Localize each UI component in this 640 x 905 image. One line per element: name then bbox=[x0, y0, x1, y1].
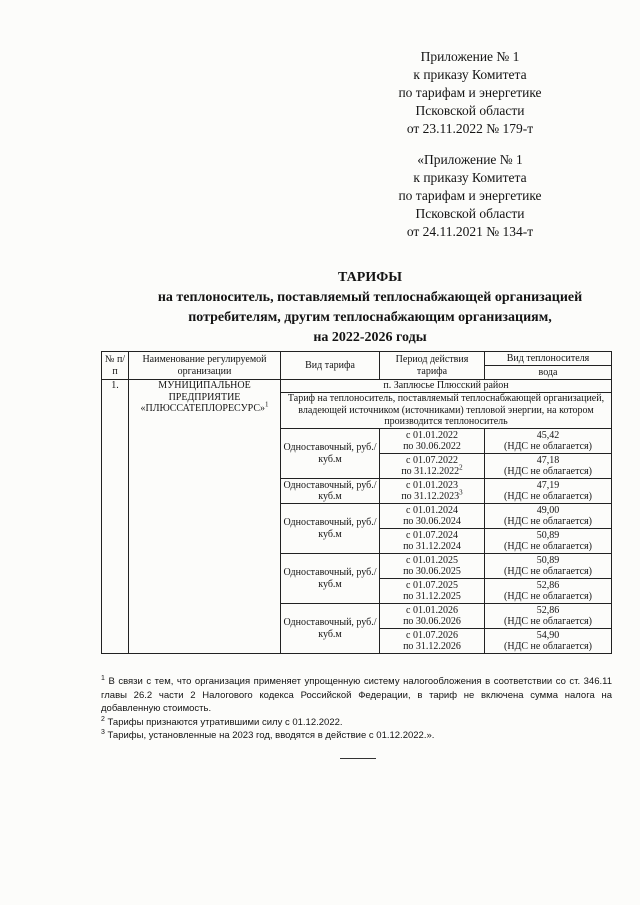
appendix-line: к приказу Комитета bbox=[413, 67, 527, 82]
tariff-value: 47,19 bbox=[536, 479, 560, 491]
title-line: на 2022-2026 годы bbox=[313, 330, 427, 345]
tariff-table bbox=[101, 351, 612, 654]
period-to-date: по 30.06.2026 bbox=[403, 616, 461, 627]
tariff-value: 54,90 bbox=[536, 629, 560, 641]
period-footnote-mark: 2 bbox=[459, 463, 463, 472]
period-cell bbox=[380, 479, 485, 504]
period-to bbox=[382, 488, 482, 503]
footnote-mark: 3 bbox=[101, 728, 105, 736]
vat-note: (НДС не облагается) bbox=[504, 516, 592, 527]
period-cell bbox=[380, 579, 485, 604]
period-from: с 01.07.2022 bbox=[406, 454, 458, 466]
appendix-line: к приказу Комитета bbox=[413, 170, 527, 185]
appendix-line: Псковской области bbox=[415, 103, 525, 118]
period-to-date: по 31.12.2026 bbox=[403, 641, 461, 652]
appendix-line: по тарифам и энергетике bbox=[398, 188, 542, 203]
appendix-previous bbox=[370, 151, 570, 241]
tariff-value-cell bbox=[485, 454, 612, 479]
tariff-value-cell bbox=[485, 429, 612, 454]
tariff-value-cell bbox=[485, 579, 612, 604]
tariff-description: Тариф на теплоноситель, поставляемый теплоснабжающей организацией, владеющей источником (источниками) тепловой энергии, на котором производится теплоноситель bbox=[281, 393, 612, 429]
period-to-date: по 31.12.2025 bbox=[403, 591, 461, 602]
period-cell bbox=[380, 554, 485, 579]
vat-note: (НДС не облагается) bbox=[504, 441, 592, 452]
period-cell bbox=[380, 429, 485, 454]
appendix-line: Приложение № 1 bbox=[420, 49, 520, 64]
period-to bbox=[382, 463, 482, 478]
period-to bbox=[382, 591, 482, 603]
vat-note: (НДС не облагается) bbox=[504, 566, 592, 577]
tariff-value: 50,89 bbox=[536, 529, 560, 541]
period-to-date: по 31.12.2022 bbox=[401, 466, 460, 477]
period-from: с 01.01.2024 bbox=[406, 504, 458, 516]
period-to bbox=[382, 616, 482, 628]
title-line: на теплоноситель, поставляемый теплоснабжающей организацией bbox=[157, 290, 583, 305]
period-to-date: по 31.12.2023 bbox=[401, 491, 460, 502]
period-from: с 01.01.2022 bbox=[406, 429, 458, 441]
header-carrier-type: Вид теплоносителя bbox=[485, 352, 612, 366]
location-cell: п. Заплюсье Плюсский район bbox=[281, 380, 612, 393]
tariff-value-cell bbox=[485, 629, 612, 654]
period-from: с 01.07.2026 bbox=[406, 629, 458, 641]
organization-cell bbox=[129, 380, 281, 654]
footnote-text: Тарифы, установленные на 2023 год, вводятся в действие с 01.12.2022.». bbox=[107, 730, 435, 741]
appendix-current bbox=[370, 48, 570, 138]
vat-note: (НДС не облагается) bbox=[504, 641, 592, 652]
tariff-type-cell: Одноставочный, руб./куб.м bbox=[281, 504, 380, 554]
footnote-mark: 1 bbox=[101, 674, 105, 682]
header-carrier-water: вода bbox=[485, 366, 612, 380]
period-from: с 01.07.2024 bbox=[406, 529, 458, 541]
appendix-line: «Приложение № 1 bbox=[417, 152, 523, 167]
period-cell bbox=[380, 504, 485, 529]
period-cell bbox=[380, 604, 485, 629]
period-footnote-mark: 3 bbox=[459, 488, 463, 497]
period-to bbox=[382, 566, 482, 578]
period-to bbox=[382, 516, 482, 528]
tariff-value-cell bbox=[485, 604, 612, 629]
title-line: потребителям, другим теплоснабжающим организациям, bbox=[188, 310, 552, 325]
appendix-line: Псковской области bbox=[415, 206, 525, 221]
closing-rule bbox=[340, 758, 376, 759]
period-cell bbox=[380, 629, 485, 654]
tariff-value-cell bbox=[485, 504, 612, 529]
footnotes bbox=[101, 675, 612, 743]
period-from: с 01.01.2023 bbox=[406, 479, 458, 491]
vat-note: (НДС не облагается) bbox=[504, 541, 592, 552]
tariff-value-cell bbox=[485, 554, 612, 579]
header-tariff-type: Вид тарифа bbox=[281, 352, 380, 380]
tariff-value: 52,86 bbox=[536, 604, 560, 616]
row-number: 1. bbox=[102, 380, 129, 654]
vat-note: (НДС не облагается) bbox=[504, 466, 592, 477]
tariff-type-cell: Одноставочный, руб./куб.м bbox=[281, 479, 380, 504]
tariff-type-cell: Одноставочный, руб./куб.м bbox=[281, 554, 380, 604]
period-to bbox=[382, 441, 482, 453]
period-to-date: по 30.06.2022 bbox=[403, 441, 461, 452]
period-from: с 01.01.2025 bbox=[406, 554, 458, 566]
header-period: Период действия тарифа bbox=[380, 352, 485, 380]
period-to-date: по 30.06.2024 bbox=[403, 516, 461, 527]
footnote-3 bbox=[101, 729, 612, 743]
organization-name: МУНИЦИПАЛЬНОЕ ПРЕДПРИЯТИЕ «ПЛЮССАТЕПЛОРЕСУРС» bbox=[140, 380, 266, 414]
tariff-value-cell bbox=[485, 529, 612, 554]
vat-note: (НДС не облагается) bbox=[504, 616, 592, 627]
tariff-value: 47,18 bbox=[536, 454, 560, 466]
period-from: с 01.01.2026 bbox=[406, 604, 458, 616]
tariff-value: 45,42 bbox=[536, 429, 560, 441]
period-from: с 01.07.2025 bbox=[406, 579, 458, 591]
header-organization: Наименование регулируемой организации bbox=[129, 352, 281, 380]
period-to-date: по 30.06.2025 bbox=[403, 566, 461, 577]
header-number: № п/п bbox=[102, 352, 129, 380]
footnote-mark: 2 bbox=[101, 715, 105, 723]
tariff-value: 50,89 bbox=[536, 554, 560, 566]
appendix-line: от 23.11.2022 № 179-т bbox=[406, 121, 534, 136]
tariff-value: 52,86 bbox=[536, 579, 560, 591]
period-to bbox=[382, 641, 482, 653]
vat-note: (НДС не облагается) bbox=[504, 591, 592, 602]
tariff-value: 49,00 bbox=[536, 504, 560, 516]
organization-footnote-mark: 1 bbox=[265, 400, 269, 409]
period-cell bbox=[380, 454, 485, 479]
footnote-text: Тарифы признаются утратившими силу с 01.12.2022. bbox=[107, 716, 343, 728]
title-heading: ТАРИФЫ bbox=[338, 270, 402, 285]
tariff-type-cell: Одноставочный, руб./куб.м bbox=[281, 604, 380, 654]
appendix-line: от 24.11.2021 № 134-т bbox=[406, 224, 534, 239]
document-title bbox=[90, 268, 640, 348]
footnote-1 bbox=[101, 675, 612, 716]
vat-note: (НДС не облагается) bbox=[504, 491, 592, 502]
period-cell bbox=[380, 529, 485, 554]
tariff-value-cell bbox=[485, 479, 612, 504]
period-to-date: по 31.12.2024 bbox=[403, 541, 461, 552]
tariff-type-cell: Одноставочный, руб./куб.м bbox=[281, 429, 380, 479]
appendix-line: по тарифам и энергетике bbox=[398, 85, 542, 100]
footnote-2 bbox=[101, 716, 612, 730]
period-to bbox=[382, 541, 482, 553]
footnote-text: В связи с тем, что организация применяет упрощенную систему налогообложения в соответствии со ст. 346.11 главы 26.2 части 2 Налогового кодекса Российской Федерации, в тариф не включена сумма налога на добавленную стоимость. bbox=[101, 676, 612, 714]
